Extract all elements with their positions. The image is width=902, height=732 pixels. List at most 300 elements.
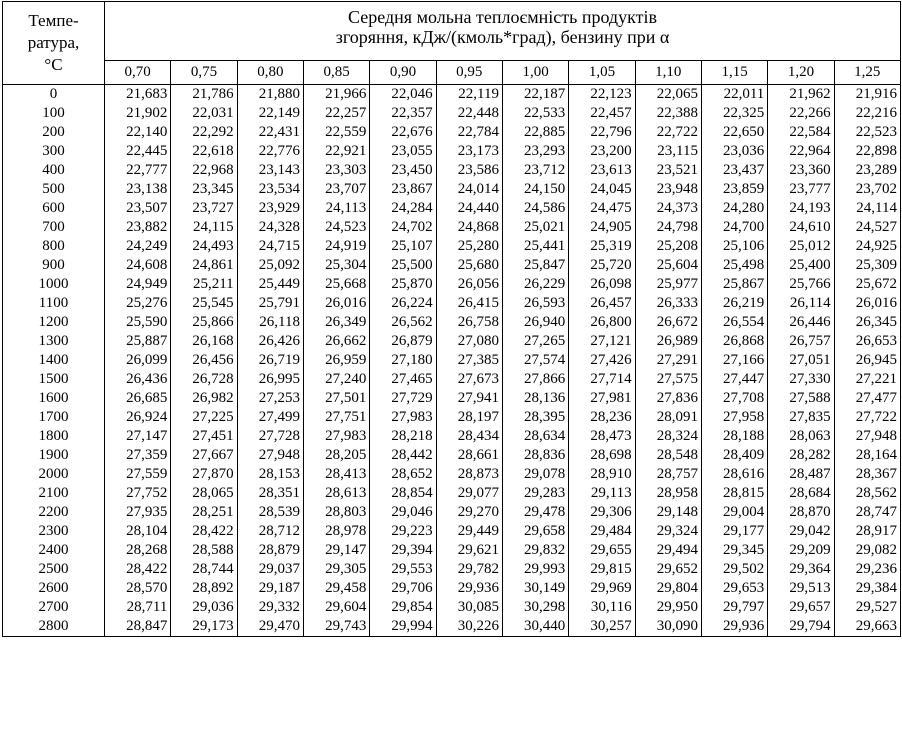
value-cell: 24,700 — [701, 218, 767, 237]
value-cell: 27,574 — [502, 351, 568, 370]
value-cell: 29,621 — [436, 541, 502, 560]
value-cell: 22,921 — [303, 142, 369, 161]
value-cell: 28,367 — [834, 465, 900, 484]
table-row — [3, 218, 901, 237]
value-cell: 22,123 — [569, 85, 635, 105]
value-cell: 23,727 — [171, 199, 237, 218]
value-cell: 30,226 — [436, 617, 502, 637]
alpha-header-cell: 0,70 — [105, 61, 171, 85]
value-cell: 25,211 — [171, 275, 237, 294]
value-cell: 25,107 — [370, 237, 436, 256]
value-cell: 23,303 — [303, 161, 369, 180]
value-cell: 29,794 — [768, 617, 834, 637]
value-cell: 25,012 — [768, 237, 834, 256]
value-cell: 24,523 — [303, 218, 369, 237]
alpha-header-cell: 1,10 — [635, 61, 701, 85]
value-cell: 26,016 — [834, 294, 900, 313]
value-cell: 23,867 — [370, 180, 436, 199]
value-cell: 24,905 — [569, 218, 635, 237]
value-cell: 25,977 — [635, 275, 701, 294]
value-cell: 27,180 — [370, 351, 436, 370]
temperature-cell: 100 — [3, 104, 105, 123]
value-cell: 26,349 — [303, 313, 369, 332]
value-cell: 26,924 — [105, 408, 171, 427]
value-cell: 26,995 — [237, 370, 303, 389]
table-row — [3, 256, 901, 275]
value-cell: 27,958 — [701, 408, 767, 427]
value-cell: 27,836 — [635, 389, 701, 408]
value-cell: 27,240 — [303, 370, 369, 389]
value-cell: 23,345 — [171, 180, 237, 199]
value-cell: 29,270 — [436, 503, 502, 522]
value-cell: 24,373 — [635, 199, 701, 218]
value-cell: 25,449 — [237, 275, 303, 294]
value-cell: 30,257 — [569, 617, 635, 637]
value-cell: 27,359 — [105, 446, 171, 465]
value-cell: 26,800 — [569, 313, 635, 332]
value-cell: 29,502 — [701, 560, 767, 579]
value-cell: 29,384 — [834, 579, 900, 598]
table-row — [3, 351, 901, 370]
temp-header-line-3: °С — [44, 55, 63, 74]
value-cell: 26,879 — [370, 332, 436, 351]
value-cell: 21,916 — [834, 85, 900, 105]
value-cell: 28,236 — [569, 408, 635, 427]
table-row — [3, 237, 901, 256]
value-cell: 23,777 — [768, 180, 834, 199]
value-cell: 24,475 — [569, 199, 635, 218]
table-row — [3, 560, 901, 579]
value-cell: 24,608 — [105, 256, 171, 275]
temperature-cell: 1300 — [3, 332, 105, 351]
temperature-cell: 1600 — [3, 389, 105, 408]
value-cell: 29,449 — [436, 522, 502, 541]
value-cell: 27,575 — [635, 370, 701, 389]
value-cell: 22,257 — [303, 104, 369, 123]
temperature-cell: 2800 — [3, 617, 105, 637]
temperature-cell: 2400 — [3, 541, 105, 560]
temperature-cell: 900 — [3, 256, 105, 275]
value-cell: 23,507 — [105, 199, 171, 218]
value-cell: 22,119 — [436, 85, 502, 105]
alpha-header-cell: 1,25 — [834, 61, 900, 85]
value-cell: 29,037 — [237, 560, 303, 579]
value-cell: 29,663 — [834, 617, 900, 637]
value-cell: 28,847 — [105, 617, 171, 637]
value-cell: 25,319 — [569, 237, 635, 256]
alpha-header-cell: 0,90 — [370, 61, 436, 85]
value-cell: 27,722 — [834, 408, 900, 427]
value-cell: 28,613 — [303, 484, 369, 503]
table-row — [3, 294, 901, 313]
value-cell: 28,434 — [436, 427, 502, 446]
value-cell: 27,714 — [569, 370, 635, 389]
value-cell: 25,668 — [303, 275, 369, 294]
table-row — [3, 541, 901, 560]
value-cell: 24,925 — [834, 237, 900, 256]
value-cell: 29,782 — [436, 560, 502, 579]
value-cell: 29,478 — [502, 503, 568, 522]
value-cell: 27,667 — [171, 446, 237, 465]
value-cell: 26,118 — [237, 313, 303, 332]
value-cell: 29,936 — [701, 617, 767, 637]
value-cell: 25,021 — [502, 218, 568, 237]
value-cell: 28,634 — [502, 427, 568, 446]
table-row — [3, 332, 901, 351]
value-cell: 28,652 — [370, 465, 436, 484]
value-cell: 27,983 — [370, 408, 436, 427]
value-cell: 25,545 — [171, 294, 237, 313]
value-cell: 30,440 — [502, 617, 568, 637]
value-cell: 29,187 — [237, 579, 303, 598]
value-cell: 28,698 — [569, 446, 635, 465]
value-cell: 28,351 — [237, 484, 303, 503]
value-cell: 27,330 — [768, 370, 834, 389]
temperature-cell: 1100 — [3, 294, 105, 313]
table-row — [3, 275, 901, 294]
value-cell: 29,936 — [436, 579, 502, 598]
alpha-header-cell: 1,00 — [502, 61, 568, 85]
value-cell: 25,400 — [768, 256, 834, 275]
value-cell: 29,494 — [635, 541, 701, 560]
table-row — [3, 180, 901, 199]
value-cell: 23,173 — [436, 142, 502, 161]
value-cell: 23,115 — [635, 142, 701, 161]
value-cell: 22,216 — [834, 104, 900, 123]
value-cell: 27,265 — [502, 332, 568, 351]
value-cell: 23,055 — [370, 142, 436, 161]
value-cell: 21,966 — [303, 85, 369, 105]
value-cell: 26,224 — [370, 294, 436, 313]
value-cell: 22,445 — [105, 142, 171, 161]
value-cell: 28,684 — [768, 484, 834, 503]
value-cell: 29,236 — [834, 560, 900, 579]
value-cell: 25,870 — [370, 275, 436, 294]
value-cell: 26,959 — [303, 351, 369, 370]
temperature-cell: 1900 — [3, 446, 105, 465]
value-cell: 28,413 — [303, 465, 369, 484]
value-cell: 28,910 — [569, 465, 635, 484]
value-cell: 25,766 — [768, 275, 834, 294]
value-cell: 28,422 — [171, 522, 237, 541]
value-cell: 26,219 — [701, 294, 767, 313]
value-cell: 26,982 — [171, 389, 237, 408]
value-cell: 29,553 — [370, 560, 436, 579]
value-cell: 23,036 — [701, 142, 767, 161]
value-cell: 25,441 — [502, 237, 568, 256]
value-cell: 24,702 — [370, 218, 436, 237]
table-row — [3, 522, 901, 541]
value-cell: 26,728 — [171, 370, 237, 389]
value-cell: 29,394 — [370, 541, 436, 560]
value-cell: 27,499 — [237, 408, 303, 427]
temp-header-line-2: ратура, — [27, 33, 80, 52]
temperature-cell: 700 — [3, 218, 105, 237]
value-cell: 29,305 — [303, 560, 369, 579]
value-cell: 29,078 — [502, 465, 568, 484]
value-cell: 28,395 — [502, 408, 568, 427]
table-row — [3, 123, 901, 142]
value-cell: 23,143 — [237, 161, 303, 180]
value-cell: 29,470 — [237, 617, 303, 637]
value-cell: 26,719 — [237, 351, 303, 370]
temperature-cell: 1200 — [3, 313, 105, 332]
table-row — [3, 579, 901, 598]
value-cell: 27,559 — [105, 465, 171, 484]
value-cell: 26,593 — [502, 294, 568, 313]
value-cell: 26,554 — [701, 313, 767, 332]
value-cell: 26,056 — [436, 275, 502, 294]
value-cell: 26,446 — [768, 313, 834, 332]
value-cell: 24,715 — [237, 237, 303, 256]
value-cell: 26,114 — [768, 294, 834, 313]
value-cell: 29,653 — [701, 579, 767, 598]
table-row — [3, 408, 901, 427]
temperature-cell: 2300 — [3, 522, 105, 541]
value-cell: 28,422 — [105, 560, 171, 579]
table-row — [3, 142, 901, 161]
value-cell: 29,324 — [635, 522, 701, 541]
value-cell: 27,385 — [436, 351, 502, 370]
value-cell: 27,835 — [768, 408, 834, 427]
alpha-header-cell: 0,80 — [237, 61, 303, 85]
value-cell: 29,854 — [370, 598, 436, 617]
value-cell: 26,099 — [105, 351, 171, 370]
value-cell: 28,268 — [105, 541, 171, 560]
value-cell: 27,941 — [436, 389, 502, 408]
table-row — [3, 503, 901, 522]
value-cell: 22,559 — [303, 123, 369, 142]
value-cell: 28,815 — [701, 484, 767, 503]
value-cell: 25,498 — [701, 256, 767, 275]
value-cell: 29,306 — [569, 503, 635, 522]
value-cell: 28,205 — [303, 446, 369, 465]
value-cell: 29,815 — [569, 560, 635, 579]
value-cell: 27,121 — [569, 332, 635, 351]
value-cell: 28,917 — [834, 522, 900, 541]
alpha-header-cell: 1,15 — [701, 61, 767, 85]
value-cell: 21,786 — [171, 85, 237, 105]
temperature-cell: 1800 — [3, 427, 105, 446]
header-row-title — [3, 2, 901, 61]
value-cell: 27,588 — [768, 389, 834, 408]
temperature-cell: 2200 — [3, 503, 105, 522]
value-cell: 28,218 — [370, 427, 436, 446]
value-cell: 26,168 — [171, 332, 237, 351]
value-cell: 26,415 — [436, 294, 502, 313]
value-cell: 28,854 — [370, 484, 436, 503]
value-cell: 29,797 — [701, 598, 767, 617]
value-cell: 29,148 — [635, 503, 701, 522]
value-cell: 28,616 — [701, 465, 767, 484]
value-cell: 29,657 — [768, 598, 834, 617]
value-cell: 29,993 — [502, 560, 568, 579]
value-cell: 27,948 — [237, 446, 303, 465]
value-cell: 25,092 — [237, 256, 303, 275]
value-cell: 28,879 — [237, 541, 303, 560]
value-cell: 26,945 — [834, 351, 900, 370]
alpha-header-cell: 0,85 — [303, 61, 369, 85]
temperature-cell: 2500 — [3, 560, 105, 579]
value-cell: 24,527 — [834, 218, 900, 237]
value-cell: 27,253 — [237, 389, 303, 408]
value-cell: 24,284 — [370, 199, 436, 218]
value-cell: 27,221 — [834, 370, 900, 389]
value-cell: 27,870 — [171, 465, 237, 484]
value-cell: 28,188 — [701, 427, 767, 446]
value-cell: 22,650 — [701, 123, 767, 142]
value-cell: 29,082 — [834, 541, 900, 560]
table-row — [3, 446, 901, 465]
value-cell: 26,426 — [237, 332, 303, 351]
value-cell: 24,949 — [105, 275, 171, 294]
value-cell: 21,962 — [768, 85, 834, 105]
value-cell: 21,902 — [105, 104, 171, 123]
value-cell: 22,776 — [237, 142, 303, 161]
value-cell: 24,586 — [502, 199, 568, 218]
value-cell: 29,527 — [834, 598, 900, 617]
value-cell: 24,861 — [171, 256, 237, 275]
value-cell: 28,661 — [436, 446, 502, 465]
value-cell: 27,501 — [303, 389, 369, 408]
value-cell: 28,164 — [834, 446, 900, 465]
value-cell: 25,887 — [105, 332, 171, 351]
value-cell: 22,325 — [701, 104, 767, 123]
value-cell: 27,981 — [569, 389, 635, 408]
value-cell: 28,104 — [105, 522, 171, 541]
value-cell: 29,077 — [436, 484, 502, 503]
value-cell: 28,562 — [834, 484, 900, 503]
value-cell: 28,409 — [701, 446, 767, 465]
value-cell: 25,604 — [635, 256, 701, 275]
value-cell: 28,744 — [171, 560, 237, 579]
value-cell: 22,065 — [635, 85, 701, 105]
value-cell: 28,197 — [436, 408, 502, 427]
value-cell: 28,873 — [436, 465, 502, 484]
value-cell: 27,451 — [171, 427, 237, 446]
value-cell: 25,106 — [701, 237, 767, 256]
value-cell: 23,948 — [635, 180, 701, 199]
value-cell: 27,080 — [436, 332, 502, 351]
value-cell: 29,147 — [303, 541, 369, 560]
value-cell: 28,757 — [635, 465, 701, 484]
value-cell: 29,706 — [370, 579, 436, 598]
value-cell: 29,036 — [171, 598, 237, 617]
value-cell: 29,209 — [768, 541, 834, 560]
value-cell: 22,046 — [370, 85, 436, 105]
value-cell: 28,836 — [502, 446, 568, 465]
temperature-cell: 1500 — [3, 370, 105, 389]
temperature-column-header — [3, 2, 105, 85]
value-cell: 25,680 — [436, 256, 502, 275]
value-cell: 25,208 — [635, 237, 701, 256]
temperature-cell: 1400 — [3, 351, 105, 370]
value-cell: 22,777 — [105, 161, 171, 180]
value-cell: 24,249 — [105, 237, 171, 256]
value-cell: 23,138 — [105, 180, 171, 199]
table-row — [3, 484, 901, 503]
value-cell: 26,098 — [569, 275, 635, 294]
temperature-cell: 800 — [3, 237, 105, 256]
value-cell: 26,672 — [635, 313, 701, 332]
value-cell: 27,948 — [834, 427, 900, 446]
value-cell: 29,177 — [701, 522, 767, 541]
value-cell: 28,282 — [768, 446, 834, 465]
alpha-header-cell: 1,05 — [569, 61, 635, 85]
table-row — [3, 427, 901, 446]
value-cell: 22,266 — [768, 104, 834, 123]
temperature-cell: 0 — [3, 85, 105, 105]
value-cell: 23,707 — [303, 180, 369, 199]
table-title-header — [105, 2, 901, 61]
table-row — [3, 313, 901, 332]
value-cell: 26,333 — [635, 294, 701, 313]
value-cell: 24,919 — [303, 237, 369, 256]
value-cell: 28,747 — [834, 503, 900, 522]
alpha-header-row — [3, 61, 901, 85]
table-row — [3, 370, 901, 389]
value-cell: 25,791 — [237, 294, 303, 313]
value-cell: 26,016 — [303, 294, 369, 313]
table-row — [3, 104, 901, 123]
value-cell: 30,116 — [569, 598, 635, 617]
value-cell: 28,487 — [768, 465, 834, 484]
value-cell: 29,223 — [370, 522, 436, 541]
temp-header-line-1: Темпе- — [28, 11, 79, 30]
value-cell: 29,042 — [768, 522, 834, 541]
value-cell: 29,950 — [635, 598, 701, 617]
value-cell: 26,436 — [105, 370, 171, 389]
value-cell: 22,011 — [701, 85, 767, 105]
value-cell: 23,702 — [834, 180, 900, 199]
value-cell: 28,712 — [237, 522, 303, 541]
value-cell: 29,283 — [502, 484, 568, 503]
value-cell: 23,712 — [502, 161, 568, 180]
temperature-cell: 300 — [3, 142, 105, 161]
value-cell: 21,880 — [237, 85, 303, 105]
value-cell: 28,803 — [303, 503, 369, 522]
value-cell: 27,728 — [237, 427, 303, 446]
temperature-cell: 200 — [3, 123, 105, 142]
value-cell: 26,345 — [834, 313, 900, 332]
value-cell: 25,866 — [171, 313, 237, 332]
value-cell: 28,153 — [237, 465, 303, 484]
value-cell: 23,882 — [105, 218, 171, 237]
value-cell: 27,291 — [635, 351, 701, 370]
value-cell: 28,442 — [370, 446, 436, 465]
alpha-header-cell: 0,95 — [436, 61, 502, 85]
value-cell: 26,653 — [834, 332, 900, 351]
value-cell: 23,929 — [237, 199, 303, 218]
value-cell: 23,450 — [370, 161, 436, 180]
value-cell: 29,345 — [701, 541, 767, 560]
value-cell: 26,562 — [370, 313, 436, 332]
value-cell: 29,655 — [569, 541, 635, 560]
value-cell: 27,708 — [701, 389, 767, 408]
value-cell: 22,722 — [635, 123, 701, 142]
value-cell: 25,309 — [834, 256, 900, 275]
value-cell: 29,604 — [303, 598, 369, 617]
value-cell: 25,276 — [105, 294, 171, 313]
value-cell: 29,173 — [171, 617, 237, 637]
value-cell: 25,720 — [569, 256, 635, 275]
value-cell: 28,892 — [171, 579, 237, 598]
value-cell: 22,031 — [171, 104, 237, 123]
value-cell: 26,662 — [303, 332, 369, 351]
value-cell: 22,187 — [502, 85, 568, 105]
value-cell: 26,989 — [635, 332, 701, 351]
value-cell: 27,225 — [171, 408, 237, 427]
